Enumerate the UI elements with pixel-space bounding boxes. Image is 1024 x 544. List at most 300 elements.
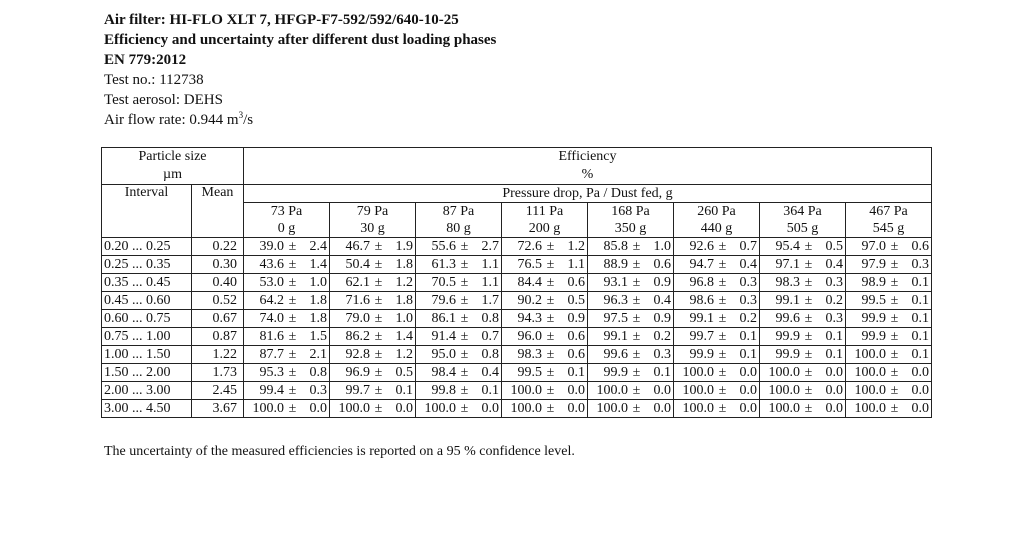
efficiency-value: 98.3 [775,274,800,290]
dust-fed-column-header: 440 g [674,220,760,238]
plus-minus-sign: ± [288,400,297,416]
plus-minus-sign: ± [374,364,383,380]
efficiency-cell [416,346,502,364]
efficiency-value: 99.5 [517,364,542,380]
plus-minus-sign: ± [546,382,555,398]
efficiency-cell [846,256,932,274]
table-row [102,346,932,364]
efficiency-cell [588,274,674,292]
plus-minus-sign: ± [288,292,297,308]
efficiency-cell [330,382,416,400]
plus-minus-sign: ± [374,310,383,326]
efficiency-cell [502,400,588,418]
efficiency-cell [330,274,416,292]
plus-minus-sign: ± [546,310,555,326]
plus-minus-sign: ± [718,310,727,326]
interval-header: Interval [102,185,192,238]
efficiency-value: 99.1 [603,328,628,344]
efficiency-value: 98.6 [689,292,714,308]
efficiency-value: 96.8 [689,274,714,290]
plus-minus-sign: ± [804,346,813,362]
plus-minus-sign: ± [804,328,813,344]
interval-cell: 0.20 ... 0.25 [102,238,192,256]
efficiency-value: 100.0 [338,400,370,416]
uncertainty-value: 2.4 [309,238,327,254]
efficiency-cell [588,400,674,418]
efficiency-value: 86.1 [431,310,456,326]
efficiency-value: 100.0 [854,382,886,398]
uncertainty-value: 0.9 [653,310,671,326]
uncertainty-value: 0.8 [481,310,499,326]
uncertainty-value: 0.6 [567,274,585,290]
uncertainty-value: 0.0 [911,382,929,398]
footnote: The uncertainty of the measured efficiencies is reported on a 95 % confidence level. [104,444,575,459]
efficiency-value: 100.0 [682,400,714,416]
efficiency-cell [674,238,760,256]
uncertainty-value: 1.1 [567,256,585,272]
uncertainty-value: 0.7 [481,328,499,344]
plus-minus-sign: ± [546,274,555,290]
efficiency-value: 98.3 [517,346,542,362]
efficiency-cell [502,274,588,292]
plus-minus-sign: ± [374,292,383,308]
efficiency-header: Efficiency [244,148,932,167]
uncertainty-value: 1.7 [481,292,499,308]
uncertainty-value: 1.8 [395,256,413,272]
uncertainty-value: 1.1 [481,256,499,272]
efficiency-cell [846,346,932,364]
efficiency-cell [674,400,760,418]
table-row [102,310,932,328]
plus-minus-sign: ± [374,328,383,344]
efficiency-value: 99.4 [259,382,284,398]
plus-minus-sign: ± [890,238,899,254]
efficiency-cell [244,256,330,274]
plus-minus-sign: ± [288,310,297,326]
plus-minus-sign: ± [460,364,469,380]
plus-minus-sign: ± [804,238,813,254]
plus-minus-sign: ± [460,274,469,290]
plus-minus-sign: ± [804,310,813,326]
efficiency-cell [846,274,932,292]
efficiency-cell [502,346,588,364]
plus-minus-sign: ± [718,346,727,362]
plus-minus-sign: ± [288,346,297,362]
interval-cell: 0.35 ... 0.45 [102,274,192,292]
plus-minus-sign: ± [288,382,297,398]
uncertainty-value: 2.7 [481,238,499,254]
efficiency-value: 90.2 [517,292,542,308]
plus-minus-sign: ± [546,364,555,380]
mean-cell: 0.52 [192,292,244,310]
plus-minus-sign: ± [374,382,383,398]
efficiency-value: 100.0 [682,364,714,380]
efficiency-cell [846,310,932,328]
efficiency-cell [330,328,416,346]
table-row [102,292,932,310]
air-flow-rate-exponent: 3 [238,110,244,120]
efficiency-cell [674,292,760,310]
pressure-drop-column-header: 168 Pa [588,203,674,221]
efficiency-cell [760,328,846,346]
efficiency-cell [244,400,330,418]
plus-minus-sign: ± [632,310,641,326]
efficiency-cell [588,310,674,328]
uncertainty-value: 1.2 [395,274,413,290]
efficiency-cell [502,382,588,400]
mean-cell: 0.40 [192,274,244,292]
efficiency-cell [760,256,846,274]
pressure-drop-column-header: 79 Pa [330,203,416,221]
efficiency-cell [244,364,330,382]
plus-minus-sign: ± [546,346,555,362]
efficiency-value: 97.5 [603,310,628,326]
efficiency-value: 70.5 [431,274,456,290]
uncertainty-value: 0.0 [309,400,327,416]
efficiency-cell [846,400,932,418]
efficiency-cell [588,346,674,364]
plus-minus-sign: ± [374,400,383,416]
uncertainty-value: 0.1 [739,346,757,362]
pressure-drop-column-header: 73 Pa [244,203,330,221]
efficiency-cell [244,292,330,310]
efficiency-cell [502,310,588,328]
uncertainty-value: 0.0 [825,400,843,416]
plus-minus-sign: ± [718,382,727,398]
efficiency-cell [416,256,502,274]
efficiency-cell [416,310,502,328]
efficiency-cell [502,256,588,274]
plus-minus-sign: ± [890,382,899,398]
uncertainty-value: 0.3 [653,346,671,362]
uncertainty-value: 0.1 [911,346,929,362]
efficiency-cell [330,310,416,328]
efficiency-cell [760,274,846,292]
dust-fed-column-header: 200 g [502,220,588,238]
efficiency-value: 97.1 [775,256,800,272]
uncertainty-value: 0.0 [739,364,757,380]
plus-minus-sign: ± [804,256,813,272]
plus-minus-sign: ± [632,274,641,290]
efficiency-value: 99.9 [689,346,714,362]
efficiency-cell [674,382,760,400]
interval-cell: 0.45 ... 0.60 [102,292,192,310]
table-row [102,274,932,292]
table-subtitle: Efficiency and uncertainty after different dust loading phases [104,32,497,48]
interval-cell: 1.00 ... 1.50 [102,346,192,364]
interval-cell: 0.60 ... 0.75 [102,310,192,328]
efficiency-cell [846,364,932,382]
efficiency-cell [674,256,760,274]
plus-minus-sign: ± [632,238,641,254]
efficiency-value: 71.6 [345,292,370,308]
uncertainty-value: 0.1 [825,346,843,362]
efficiency-value: 99.9 [861,310,886,326]
plus-minus-sign: ± [288,238,297,254]
efficiency-value: 99.1 [689,310,714,326]
uncertainty-value: 0.3 [825,310,843,326]
efficiency-value: 99.9 [775,346,800,362]
efficiency-value: 96.0 [517,328,542,344]
pressure-drop-column-header: 111 Pa [502,203,588,221]
plus-minus-sign: ± [460,310,469,326]
plus-minus-sign: ± [632,382,641,398]
uncertainty-value: 0.1 [825,328,843,344]
uncertainty-value: 0.8 [309,364,327,380]
uncertainty-value: 1.1 [481,274,499,290]
mean-cell: 0.22 [192,238,244,256]
plus-minus-sign: ± [632,364,641,380]
efficiency-value: 84.4 [517,274,542,290]
plus-minus-sign: ± [804,292,813,308]
efficiency-cell [244,238,330,256]
uncertainty-value: 0.0 [567,400,585,416]
efficiency-cell [244,382,330,400]
air-flow-rate-prefix: Air flow rate: 0.944 m [104,112,239,128]
uncertainty-value: 0.2 [739,310,757,326]
efficiency-value: 96.9 [345,364,370,380]
efficiency-value: 99.9 [861,328,886,344]
table-row [102,364,932,382]
uncertainty-value: 0.3 [739,274,757,290]
efficiency-cell [760,382,846,400]
efficiency-value: 100.0 [768,400,800,416]
uncertainty-value: 0.1 [567,364,585,380]
efficiency-value: 99.8 [431,382,456,398]
efficiency-value: 98.4 [431,364,456,380]
plus-minus-sign: ± [890,292,899,308]
efficiency-value: 79.0 [345,310,370,326]
uncertainty-value: 2.1 [309,346,327,362]
efficiency-table [101,147,932,418]
efficiency-cell [674,364,760,382]
plus-minus-sign: ± [632,292,641,308]
efficiency-cell [502,328,588,346]
efficiency-cell [416,292,502,310]
table-row [102,328,932,346]
plus-minus-sign: ± [890,364,899,380]
efficiency-value: 97.0 [861,238,886,254]
uncertainty-value: 0.0 [825,382,843,398]
mean-cell: 3.67 [192,400,244,418]
uncertainty-value: 0.4 [825,256,843,272]
plus-minus-sign: ± [460,238,469,254]
uncertainty-value: 0.5 [825,238,843,254]
efficiency-cell [846,292,932,310]
efficiency-value: 99.6 [603,346,628,362]
test-aerosol: Test aerosol: DEHS [104,92,223,108]
efficiency-value: 100.0 [424,400,456,416]
uncertainty-value: 0.4 [739,256,757,272]
efficiency-value: 88.9 [603,256,628,272]
interval-cell: 0.25 ... 0.35 [102,256,192,274]
uncertainty-value: 0.3 [309,382,327,398]
plus-minus-sign: ± [632,328,641,344]
uncertainty-value: 1.0 [395,310,413,326]
efficiency-cell [588,256,674,274]
uncertainty-value: 1.5 [309,328,327,344]
efficiency-cell [416,274,502,292]
pressure-drop-column-header: 260 Pa [674,203,760,221]
efficiency-cell [760,364,846,382]
plus-minus-sign: ± [632,346,641,362]
plus-minus-sign: ± [546,328,555,344]
mean-cell: 2.45 [192,382,244,400]
efficiency-value: 99.9 [603,364,628,380]
plus-minus-sign: ± [804,274,813,290]
efficiency-value: 55.6 [431,238,456,254]
efficiency-value: 85.8 [603,238,628,254]
uncertainty-value: 0.2 [825,292,843,308]
efficiency-cell [846,238,932,256]
efficiency-value: 100.0 [768,364,800,380]
efficiency-cell [330,364,416,382]
plus-minus-sign: ± [718,328,727,344]
uncertainty-value: 0.0 [567,382,585,398]
efficiency-value: 99.7 [689,328,714,344]
efficiency-value: 99.5 [861,292,886,308]
efficiency-cell [588,382,674,400]
efficiency-cell [330,400,416,418]
plus-minus-sign: ± [288,364,297,380]
efficiency-cell [416,238,502,256]
uncertainty-value: 0.1 [395,382,413,398]
uncertainty-value: 0.1 [911,274,929,290]
dust-fed-column-header: 80 g [416,220,502,238]
plus-minus-sign: ± [288,328,297,344]
uncertainty-value: 0.0 [911,364,929,380]
efficiency-cell [588,328,674,346]
efficiency-cell [588,292,674,310]
mean-cell: 0.30 [192,256,244,274]
interval-cell: 3.00 ... 4.50 [102,400,192,418]
filter-title: Air filter: HI-FLO XLT 7, HFGP-F7-592/592/640-10-25 [104,12,459,28]
mean-header: Mean [192,185,244,238]
efficiency-value: 86.2 [345,328,370,344]
plus-minus-sign: ± [804,400,813,416]
uncertainty-value: 0.0 [739,400,757,416]
efficiency-value: 61.3 [431,256,456,272]
uncertainty-value: 0.1 [911,292,929,308]
uncertainty-value: 1.9 [395,238,413,254]
efficiency-cell [588,364,674,382]
efficiency-value: 100.0 [596,382,628,398]
efficiency-cell [760,238,846,256]
efficiency-cell [244,328,330,346]
efficiency-value: 100.0 [510,382,542,398]
uncertainty-value: 0.5 [395,364,413,380]
uncertainty-value: 1.4 [309,256,327,272]
plus-minus-sign: ± [718,256,727,272]
efficiency-value: 95.3 [259,364,284,380]
plus-minus-sign: ± [804,382,813,398]
uncertainty-value: 0.7 [739,238,757,254]
efficiency-value: 72.6 [517,238,542,254]
efficiency-value: 99.7 [345,382,370,398]
efficiency-value: 97.9 [861,256,886,272]
uncertainty-value: 1.8 [309,310,327,326]
efficiency-value: 53.0 [259,274,284,290]
plus-minus-sign: ± [546,256,555,272]
efficiency-value: 98.9 [861,274,886,290]
uncertainty-value: 0.4 [653,292,671,308]
mean-cell: 1.22 [192,346,244,364]
efficiency-value: 100.0 [854,364,886,380]
plus-minus-sign: ± [374,274,383,290]
test-number: Test no.: 112738 [104,72,204,88]
plus-minus-sign: ± [546,292,555,308]
mean-cell: 0.67 [192,310,244,328]
pressure-drop-column-header: 87 Pa [416,203,502,221]
plus-minus-sign: ± [460,346,469,362]
efficiency-cell [502,292,588,310]
plus-minus-sign: ± [460,256,469,272]
plus-minus-sign: ± [374,238,383,254]
efficiency-cell [244,274,330,292]
uncertainty-value: 0.3 [739,292,757,308]
dust-fed-column-header: 0 g [244,220,330,238]
uncertainty-value: 0.2 [653,328,671,344]
uncertainty-value: 0.9 [653,274,671,290]
plus-minus-sign: ± [890,256,899,272]
plus-minus-sign: ± [288,274,297,290]
uncertainty-value: 0.6 [567,328,585,344]
efficiency-cell [416,382,502,400]
air-flow-rate [104,110,496,130]
efficiency-value: 62.1 [345,274,370,290]
efficiency-value: 99.6 [775,310,800,326]
uncertainty-value: 0.0 [739,382,757,398]
uncertainty-value: 1.4 [395,328,413,344]
efficiency-value: 94.3 [517,310,542,326]
efficiency-value: 100.0 [854,346,886,362]
efficiency-value: 50.4 [345,256,370,272]
dust-fed-column-header: 505 g [760,220,846,238]
efficiency-value: 96.3 [603,292,628,308]
plus-minus-sign: ± [890,400,899,416]
table-row [102,400,932,418]
air-flow-rate-suffix: /s [243,112,254,128]
plus-minus-sign: ± [890,328,899,344]
efficiency-cell [330,346,416,364]
uncertainty-value: 0.1 [739,328,757,344]
efficiency-cell [416,400,502,418]
uncertainty-value: 1.0 [653,238,671,254]
uncertainty-value: 0.6 [567,346,585,362]
table-row [102,256,932,274]
uncertainty-value: 0.1 [911,310,929,326]
plus-minus-sign: ± [718,274,727,290]
efficiency-cell [846,382,932,400]
uncertainty-value: 0.3 [825,274,843,290]
efficiency-cell [760,310,846,328]
efficiency-value: 99.9 [775,328,800,344]
efficiency-value: 92.8 [345,346,370,362]
uncertainty-value: 0.5 [567,292,585,308]
uncertainty-value: 1.8 [395,292,413,308]
efficiency-cell [674,310,760,328]
plus-minus-sign: ± [804,364,813,380]
efficiency-value: 100.0 [596,400,628,416]
pressure-drop-column-header: 364 Pa [760,203,846,221]
efficiency-value: 39.0 [259,238,284,254]
uncertainty-value: 0.0 [395,400,413,416]
efficiency-cell [416,328,502,346]
plus-minus-sign: ± [546,400,555,416]
efficiency-value: 92.6 [689,238,714,254]
efficiency-value: 43.6 [259,256,284,272]
efficiency-cell [760,400,846,418]
